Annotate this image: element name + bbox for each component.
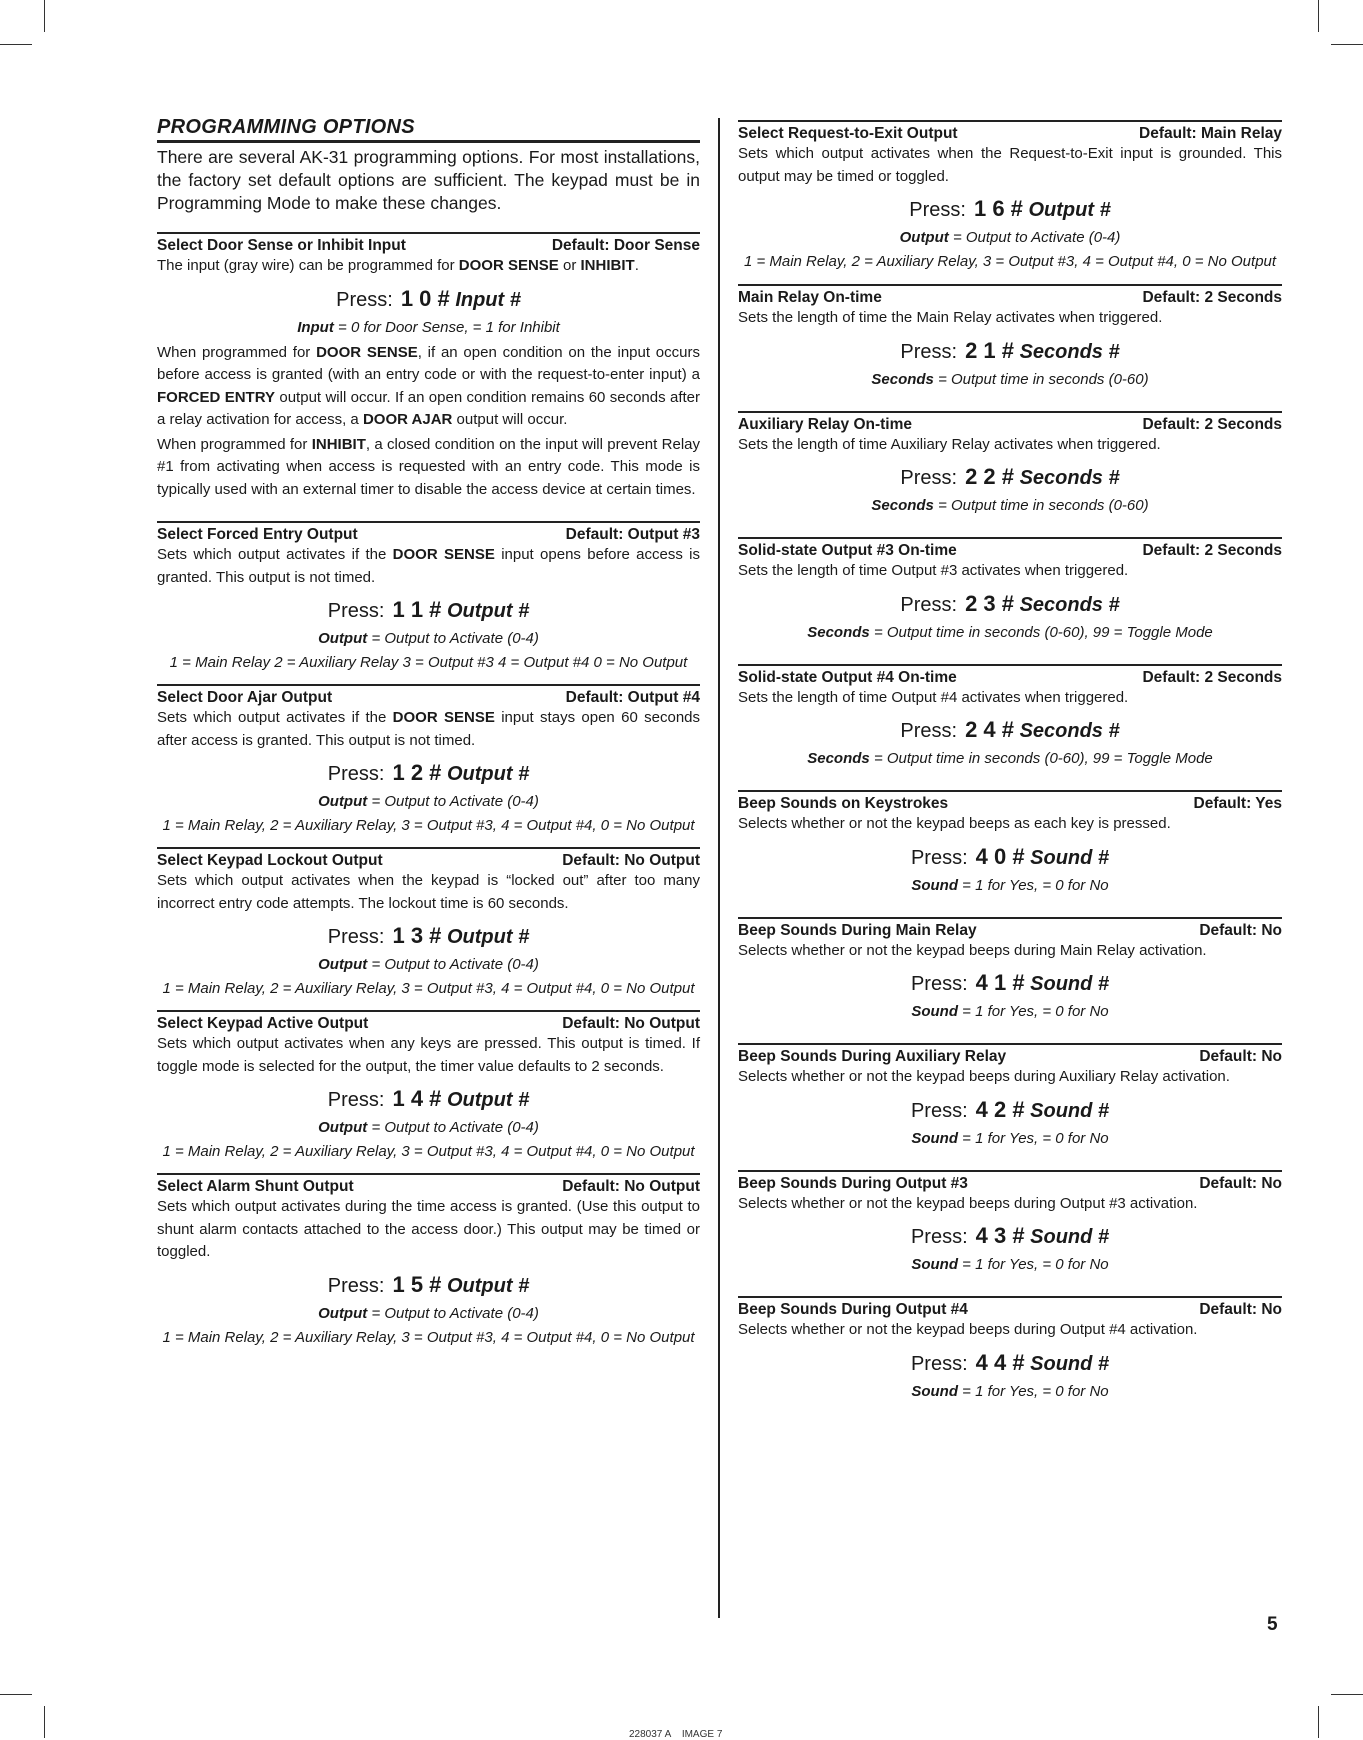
section-description: Sets the length of time Output #3 activates when triggered. <box>738 562 1129 579</box>
intro-paragraph: There are several AK-31 programming options. For most installations, the factory set default options are sufficient. The keypad must be in Programming Mode to make these changes. <box>157 147 700 213</box>
section-default: Default: Door Sense <box>551 237 700 254</box>
key-code: 1 4 # <box>392 1086 442 1111</box>
key-code: 4 2 # <box>975 1096 1025 1122</box>
section-default: Default: Yes <box>1193 795 1282 812</box>
footer-id: 228037 A IMAGE 7 <box>629 1729 723 1740</box>
section-default: Default: 2 Seconds <box>1142 668 1282 686</box>
page-number: 5 <box>1267 1614 1278 1635</box>
section-header <box>157 237 700 255</box>
section-keypad-active <box>157 1010 700 1163</box>
key-code: 4 3 # <box>975 1223 1025 1248</box>
key-code: 2 3 # <box>965 590 1014 616</box>
section-title: Select Request-to-Exit Output <box>738 125 958 142</box>
key-code: 1 1 # <box>392 597 442 622</box>
section-title: Select Alarm Shunt Output <box>157 1178 354 1195</box>
key-code: 4 1 # <box>975 970 1025 995</box>
press-instruction: Press: 1 4 # Output # <box>327 1086 530 1111</box>
press-instruction: Press: 1 1 # Output # <box>327 597 530 622</box>
param-note: Output = Output to Activate (0-4) <box>318 1119 539 1136</box>
section-header <box>157 852 700 870</box>
param-note: Input = 0 for Door Sense, = 1 for Inhibit <box>297 318 560 336</box>
section-output4-ontime <box>738 664 1282 771</box>
section-default: Default: No <box>1199 921 1282 939</box>
output-list: 1 = Main Relay 2 = Auxiliary Relay 3 = Output #3 4 = Output #4 0 = No Output <box>169 654 688 671</box>
section-default: Default: No Output <box>562 1015 700 1032</box>
inhibit-paragraph: When programmed for INHIBIT, a closed condition on the input will prevent Relay #1 from activating when access is requested with an entry code. This mode is typically used with an external timer to disable the access device at certain times. <box>157 435 700 498</box>
section-header <box>738 416 1282 434</box>
section-beep-keystrokes <box>738 790 1282 897</box>
press-instruction: Press: 1 6 # Output # <box>909 196 1111 221</box>
param-note: Sound = 1 for Yes, = 0 for No <box>911 1382 1109 1400</box>
key-code: 1 6 # <box>973 196 1023 221</box>
section-header <box>157 689 700 707</box>
crop-mark <box>1318 0 1319 32</box>
section-title: Auxiliary Relay On-time <box>738 415 913 433</box>
section-request-to-exit <box>738 120 1282 273</box>
section-default: Default: No <box>1199 1301 1282 1318</box>
param-note: Output = Output to Activate (0-4) <box>318 1304 539 1322</box>
press-instruction: Press: 2 3 # Seconds # <box>900 590 1120 616</box>
section-description: Selects whether or not the keypad beeps during Output #3 activation. <box>738 1194 1198 1212</box>
param-note: Output = Output to Activate (0-4) <box>318 793 539 810</box>
param-note: Sound = 1 for Yes, = 0 for No <box>911 1256 1109 1273</box>
door-sense-paragraph: When programmed for DOOR SENSE, if an open condition on the input occurs before access is granted (with an entry code or with the request-to-enter input) a FORCED ENTRY output will occur. If an open condition remains 60 seconds after a relay activation for access, a DOOR AJAR output will occur. <box>157 343 701 428</box>
param-note: Seconds = Output time in seconds (0-60) <box>871 370 1149 388</box>
section-description: Sets which output activates when any keys are pressed. This output is timed. If toggle mode is selected for the output, the timer value defaults to 2 seconds. <box>157 1035 700 1075</box>
section-title: Beep Sounds During Output #4 <box>738 1301 968 1318</box>
section-header <box>738 795 1282 813</box>
column-divider <box>718 118 720 1618</box>
section-description: Sets the length of time Auxiliary Relay activates when triggered. <box>738 435 1161 453</box>
section-description: Selects whether or not the keypad beeps as each key is pressed. <box>738 815 1171 832</box>
section-beep-main-relay <box>738 917 1282 1024</box>
section-output3-ontime <box>738 537 1282 644</box>
key-param: Input # <box>455 288 521 311</box>
key-code: 1 3 # <box>392 923 442 948</box>
section-description: Sets which output activates when the Request-to-Exit input is grounded. This output may be timed or toggled. <box>738 145 1282 185</box>
press-instruction: Press: 1 0 # Input # <box>336 285 521 311</box>
section-default: Default: 2 Seconds <box>1142 542 1282 559</box>
section-keypad-lockout <box>157 847 700 1000</box>
key-param: Output # <box>446 600 530 622</box>
section-default: Default: No Output <box>562 1178 700 1195</box>
section-door-sense <box>157 232 700 501</box>
section-title: Select Forced Entry Output <box>157 526 358 543</box>
section-header <box>157 1178 700 1196</box>
section-description: The input (gray wire) can be programmed for DOOR SENSE or INHIBIT. <box>157 257 639 274</box>
param-note: Seconds = Output time in seconds (0-60), 99 = Toggle Mode <box>807 623 1213 641</box>
section-title: Beep Sounds on Keystrokes <box>738 795 949 812</box>
crop-mark <box>1331 1694 1363 1695</box>
output-list: 1 = Main Relay, 2 = Auxiliary Relay, 3 = Output #3, 4 = Output #4, 0 = No Output <box>162 1143 695 1160</box>
key-code: 1 5 # <box>392 1271 442 1297</box>
key-code: 4 0 # <box>975 843 1025 869</box>
key-param: Seconds # <box>1019 720 1120 742</box>
key-param: Sound # <box>1030 1099 1110 1122</box>
section-description: Sets which output activates when the keypad is “locked out” after too many incorrect entry code attempts. The lockout time is 60 seconds. <box>157 872 700 912</box>
press-instruction: Press: 1 5 # Output # <box>327 1271 530 1297</box>
param-note: Output = Output to Activate (0-4) <box>318 630 539 647</box>
section-default: Default: No <box>1199 1048 1282 1065</box>
section-default: Default: 2 Seconds <box>1142 415 1282 433</box>
output-list: 1 = Main Relay, 2 = Auxiliary Relay, 3 = Output #3, 4 = Output #4, 0 = No Output <box>162 817 695 834</box>
section-beep-aux-relay <box>738 1043 1282 1150</box>
param-note: Sound = 1 for Yes, = 0 for No <box>911 1003 1109 1020</box>
param-note: Output = Output to Activate (0-4) <box>899 229 1121 246</box>
section-header <box>738 922 1282 940</box>
press-instruction: Press: 2 1 # Seconds # <box>900 337 1120 363</box>
key-param: Output # <box>1028 199 1111 221</box>
output-list: 1 = Main Relay, 2 = Auxiliary Relay, 3 = Output #3, 4 = Output #4, 0 = No Output <box>162 980 695 997</box>
param-note: Output = Output to Activate (0-4) <box>318 956 539 973</box>
param-note: Seconds = Output time in seconds (0-60), 99 = Toggle Mode <box>807 750 1213 767</box>
section-main-relay-ontime <box>738 284 1282 391</box>
section-description: Sets which output activates if the DOOR SENSE input opens before access is granted. This output is not timed. <box>157 546 700 586</box>
section-beep-output3 <box>738 1170 1282 1277</box>
press-instruction: Press: 2 2 # Seconds # <box>900 464 1120 489</box>
section-title: Main Relay On-time <box>738 289 882 306</box>
section-door-ajar <box>157 684 700 837</box>
section-title: Select Door Ajar Output <box>157 689 333 706</box>
key-code: 2 2 # <box>965 464 1014 489</box>
left-column <box>157 116 700 1349</box>
section-title: Beep Sounds During Main Relay <box>738 921 977 939</box>
press-instruction: Press: 2 4 # Seconds # <box>900 717 1120 742</box>
section-aux-relay-ontime <box>738 411 1282 518</box>
section-default: Default: Main Relay <box>1139 125 1282 142</box>
section-header <box>738 1301 1282 1319</box>
section-description: Selects whether or not the keypad beeps during Output #4 activation. <box>738 1321 1198 1338</box>
section-title: Solid-state Output #3 On-time <box>738 542 957 559</box>
key-param: Output # <box>446 1089 530 1111</box>
key-code: 1 0 # <box>400 285 450 311</box>
key-param: Output # <box>446 926 530 948</box>
key-param: Output # <box>446 763 530 785</box>
press-instruction: Press: 4 2 # Sound # <box>910 1096 1110 1122</box>
param-note: Seconds = Output time in seconds (0-60) <box>871 497 1149 514</box>
section-header <box>738 1048 1282 1066</box>
param-note: Sound = 1 for Yes, = 0 for No <box>911 876 1109 894</box>
section-header <box>738 289 1282 307</box>
key-param: Sound # <box>1030 846 1110 869</box>
section-description: Selects whether or not the keypad beeps during Auxiliary Relay activation. <box>738 1068 1230 1085</box>
section-title: Select Keypad Active Output <box>157 1015 369 1032</box>
section-default: Default: No <box>1199 1174 1282 1192</box>
crop-mark <box>1318 1706 1319 1738</box>
section-default: Default: No Output <box>562 852 700 869</box>
section-title: Beep Sounds During Auxiliary Relay <box>738 1048 1007 1065</box>
section-forced-entry <box>157 521 700 674</box>
section-default: Default: Output #3 <box>565 526 700 543</box>
key-param: Sound # <box>1030 1226 1110 1248</box>
crop-mark <box>44 0 45 32</box>
section-title: Solid-state Output #4 On-time <box>738 668 957 686</box>
section-default: Default: Output #4 <box>565 689 700 706</box>
section-title: Beep Sounds During Output #3 <box>738 1174 968 1192</box>
key-param: Sound # <box>1030 1352 1110 1375</box>
section-description: Selects whether or not the keypad beeps during Main Relay activation. <box>738 941 1207 959</box>
section-header <box>157 1015 700 1033</box>
key-param: Seconds # <box>1019 593 1120 616</box>
key-param: Sound # <box>1030 973 1110 995</box>
key-code: 1 2 # <box>392 760 442 785</box>
param-note: Sound = 1 for Yes, = 0 for No <box>911 1129 1109 1147</box>
section-title: Select Door Sense or Inhibit Input <box>157 237 406 254</box>
press-instruction: Press: 4 4 # Sound # <box>910 1349 1110 1375</box>
key-param: Output # <box>446 1274 530 1297</box>
section-description: Sets which output activates during the time access is granted. (Use this output to shunt alarm contacts attached to the access door.) This output may be timed or toggled. <box>157 1198 700 1260</box>
output-list: 1 = Main Relay, 2 = Auxiliary Relay, 3 = Output #3, 4 = Output #4, 0 = No Output <box>743 253 1277 270</box>
crop-mark <box>44 1706 45 1738</box>
section-beep-output4 <box>738 1296 1282 1403</box>
section-description: Sets the length of time Output #4 activates when triggered. <box>738 688 1129 706</box>
section-default: Default: 2 Seconds <box>1142 289 1282 306</box>
section-header <box>738 669 1282 687</box>
crop-mark <box>0 1694 32 1695</box>
crop-mark <box>1331 44 1363 45</box>
section-description: Sets which output activates if the DOOR SENSE input stays open 60 seconds after access is granted. This output is not timed. <box>157 709 701 749</box>
key-code: 2 1 # <box>965 337 1014 363</box>
section-header <box>157 526 700 544</box>
press-instruction: Press: 4 0 # Sound # <box>910 843 1110 869</box>
press-instruction: Press: 1 2 # Output # <box>327 760 530 785</box>
press-instruction: Press: 1 3 # Output # <box>327 923 530 948</box>
right-column <box>738 120 1282 1403</box>
section-alarm-shunt <box>157 1173 700 1349</box>
section-header <box>738 542 1282 560</box>
key-param: Seconds # <box>1019 467 1120 489</box>
key-code: 2 4 # <box>965 717 1014 742</box>
key-param: Seconds # <box>1019 340 1120 363</box>
output-list: 1 = Main Relay, 2 = Auxiliary Relay, 3 = Output #3, 4 = Output #4, 0 = No Output <box>162 1328 695 1346</box>
section-description: Sets the length of time the Main Relay activates when triggered. <box>738 309 1163 326</box>
page-title: PROGRAMMING OPTIONS <box>157 116 700 143</box>
press-instruction: Press: 4 3 # Sound # <box>910 1223 1110 1248</box>
section-header <box>738 125 1282 143</box>
crop-mark <box>0 44 32 45</box>
press-instruction: Press: 4 1 # Sound # <box>910 970 1110 995</box>
section-title: Select Keypad Lockout Output <box>157 852 383 869</box>
section-header <box>738 1175 1282 1193</box>
key-code: 4 4 # <box>975 1349 1025 1375</box>
